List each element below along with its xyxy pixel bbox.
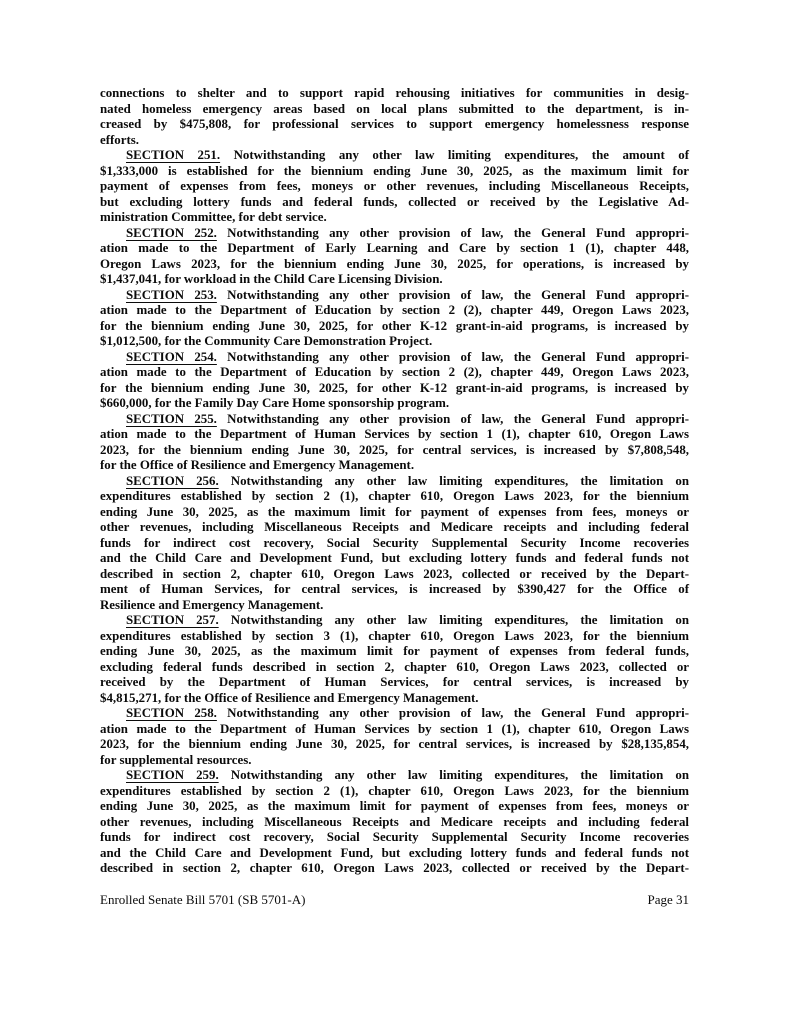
text-line: expenditures established by section 2 (1), chapter 610, Oregon Laws 2023, for the biennium <box>100 489 689 503</box>
text-line: ation made to the Department of Human Services by section 1 (1), chapter 610, Oregon Laws <box>100 427 689 441</box>
section-paragraph <box>100 768 689 877</box>
section-paragraph <box>100 148 689 226</box>
text-line: ending June 30, 2025, as the maximum limit for payment of expenses from federal funds, <box>100 644 689 658</box>
section-number-label: SECTION 255. <box>126 411 217 426</box>
text-line: SECTION 254. Notwithstanding any other provision of law, the General Fund appropri- <box>126 349 689 364</box>
text-line: expenditures established by section 3 (1), chapter 610, Oregon Laws 2023, for the biennium <box>100 628 689 643</box>
text-line: creased by $475,808, for professional services to support emergency homelessness response <box>100 117 689 131</box>
text-line: for the biennium ending June 30, 2025, for other K-12 grant-in-aid programs, is increased by <box>100 380 689 395</box>
text-line: Resilience and Emergency Management. <box>100 597 324 612</box>
text-line: $660,000, for the Family Day Care Home sponsorship program. <box>100 396 450 410</box>
text-line: received by the Department of Human Services, for central services, is increased by <box>100 675 689 689</box>
section-number-label: SECTION 254. <box>126 349 217 364</box>
text-line: SECTION 258. Notwithstanding any other provision of law, the General Fund appropri- <box>126 706 689 720</box>
text-line: $1,333,000 is established for the biennium ending June 30, 2025, as the maximum limit for <box>100 163 689 178</box>
text-line: 2023, for the biennium ending June 30, 2025, for central services, is increased by $28,135,854, <box>100 737 689 751</box>
text-line: payment of expenses from fees, moneys or other revenues, including Miscellaneous Receipts, <box>100 179 689 193</box>
section-number-label: SECTION 252. <box>126 225 217 240</box>
section-paragraph <box>100 226 689 288</box>
text-line: SECTION 251. Notwithstanding any other law limiting expenditures, the amount of <box>126 148 689 162</box>
text-line: but excluding lottery funds and federal funds, collected or received by the Legislative Ad- <box>100 194 689 209</box>
text-line: $1,012,500, for the Community Care Demonstration Project. <box>100 334 433 348</box>
section-paragraph <box>100 474 689 614</box>
bill-text <box>100 86 689 877</box>
section-number-label: SECTION 257. <box>126 613 219 627</box>
text-line: funds for indirect cost recovery, Social Security Supplemental Security Income recoveries <box>100 535 689 550</box>
text-line: SECTION 252. Notwithstanding any other provision of law, the General Fund appropri- <box>126 225 689 240</box>
text-line: for the biennium ending June 30, 2025, for other K-12 grant-in-aid programs, is increased by <box>100 318 689 333</box>
section-number-label: SECTION 253. <box>126 287 217 302</box>
footer-page-number: Page 31 <box>647 892 689 907</box>
page-footer <box>100 892 689 907</box>
text-line: Oregon Laws 2023, for the biennium ending June 30, 2025, for operations, is increased by <box>100 256 689 271</box>
text-line: ation made to the Department of Education by section 2 (2), chapter 449, Oregon Laws 2023, <box>100 303 689 317</box>
text-line: ending June 30, 2025, as the maximum limit for payment of expenses from fees, moneys or <box>100 504 689 519</box>
continuation-paragraph <box>100 86 689 148</box>
section-paragraph <box>100 288 689 350</box>
section-paragraph <box>100 613 689 706</box>
text-line: SECTION 256. Notwithstanding any other law limiting expenditures, the limitation on <box>126 473 689 488</box>
text-line: SECTION 259. Notwithstanding any other law limiting expenditures, the limitation on <box>126 768 689 782</box>
text-line: ation made to the Department of Human Services by section 1 (1), chapter 610, Oregon Laws <box>100 721 689 736</box>
text-line: efforts. <box>100 132 140 147</box>
section-number-label: SECTION 251. <box>126 148 221 162</box>
text-line: SECTION 257. Notwithstanding any other law limiting expenditures, the limitation on <box>126 613 689 627</box>
section-paragraph <box>100 706 689 768</box>
text-line: $1,437,041, for workload in the Child Care Licensing Division. <box>100 272 443 286</box>
text-line: excluding federal funds described in section 2, chapter 610, Oregon Laws 2023, collected or <box>100 659 689 674</box>
text-line: ation made to the Department of Education by section 2 (2), chapter 449, Oregon Laws 2023, <box>100 365 689 379</box>
section-paragraph <box>100 350 689 412</box>
text-line: for supplemental resources. <box>100 752 252 767</box>
text-line: $4,815,271, for the Office of Resilience and Emergency Management. <box>100 690 479 705</box>
text-line: and the Child Care and Development Fund, but excluding lottery funds and federal funds not <box>100 845 689 860</box>
text-line: ending June 30, 2025, as the maximum limit for payment of expenses from fees, moneys or <box>100 799 689 813</box>
text-line: other revenues, including Miscellaneous Receipts and Medicare receipts and including federal <box>100 814 689 829</box>
text-line: nated homeless emergency areas based on local plans submitted to the department, is in- <box>100 101 689 116</box>
text-line: described in section 2, chapter 610, Oregon Laws 2023, collected or received by the Depart- <box>100 861 689 875</box>
text-line: funds for indirect cost recovery, Social Security Supplemental Security Income recoveries <box>100 830 689 844</box>
text-line: connections to shelter and to support rapid rehousing initiatives for communities in desig- <box>100 86 689 100</box>
section-paragraph <box>100 412 689 474</box>
text-line: described in section 2, chapter 610, Oregon Laws 2023, collected or received by the Depart- <box>100 566 689 581</box>
section-number-label: SECTION 256. <box>126 473 219 488</box>
text-line: SECTION 253. Notwithstanding any other provision of law, the General Fund appropri- <box>126 287 689 302</box>
text-line: ministration Committee, for debt service. <box>100 210 327 224</box>
text-line: for the Office of Resilience and Emergency Management. <box>100 458 415 472</box>
text-line: other revenues, including Miscellaneous Receipts and Medicare receipts and including federal <box>100 520 689 534</box>
section-number-label: SECTION 258. <box>126 706 217 720</box>
text-line: SECTION 255. Notwithstanding any other provision of law, the General Fund appropri- <box>126 411 689 426</box>
text-line: and the Child Care and Development Fund, but excluding lottery funds and federal funds not <box>100 551 689 565</box>
text-line: ation made to the Department of Early Learning and Care by section 1 (1), chapter 448, <box>100 241 689 255</box>
section-number-label: SECTION 259. <box>126 768 219 782</box>
text-line: expenditures established by section 2 (1), chapter 610, Oregon Laws 2023, for the biennium <box>100 783 689 798</box>
text-line: 2023, for the biennium ending June 30, 2025, for central services, is increased by $7,808,548, <box>100 442 689 457</box>
text-line: ment of Human Services, for central services, is increased by $390,427 for the Office of <box>100 582 689 596</box>
footer-bill-title: Enrolled Senate Bill 5701 (SB 5701-A) <box>100 892 306 907</box>
